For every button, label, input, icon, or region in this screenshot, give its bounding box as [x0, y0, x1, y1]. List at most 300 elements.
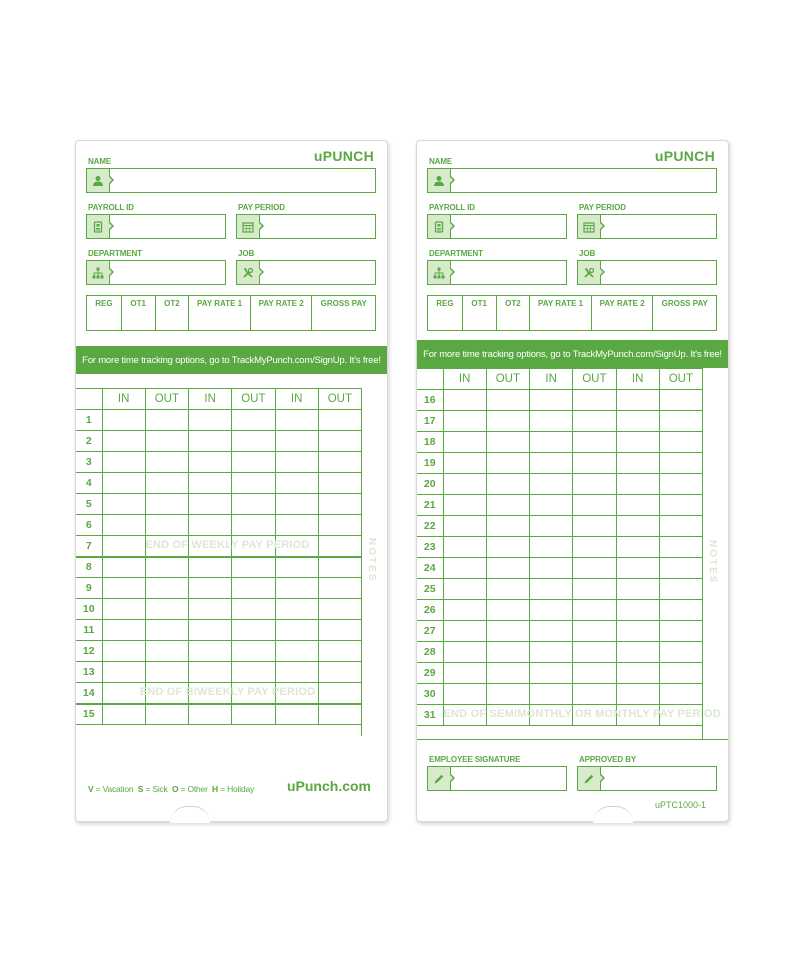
punch-cell[interactable]: [530, 474, 573, 495]
pay-rate-2-cell[interactable]: PAY RATE 2: [592, 296, 654, 330]
day-row: [417, 663, 703, 684]
punch-cell[interactable]: [443, 579, 486, 600]
punch-cell[interactable]: [659, 621, 702, 642]
reg-cell[interactable]: REG: [428, 296, 463, 330]
approved-by-field[interactable]: [577, 766, 717, 791]
punch-cell[interactable]: [443, 516, 486, 537]
punch-cell[interactable]: [530, 516, 573, 537]
punch-cell[interactable]: [659, 474, 702, 495]
punch-cell[interactable]: [102, 473, 145, 494]
promo-banner: For more time tracking options, go to TrackMyPunch.com/SignUp. It's free!: [417, 340, 728, 368]
punch-cell[interactable]: [102, 515, 145, 536]
id-badge-icon: [87, 215, 110, 238]
punch-cell[interactable]: [659, 684, 702, 705]
punch-cell[interactable]: [486, 516, 529, 537]
punch-cell[interactable]: [189, 473, 232, 494]
punch-cell[interactable]: [102, 599, 145, 620]
day-row: [417, 621, 703, 642]
punch-cell[interactable]: [573, 432, 616, 453]
punch-cell[interactable]: [275, 599, 318, 620]
punch-cell[interactable]: [102, 683, 316, 704]
punch-cell[interactable]: [318, 704, 361, 725]
day-number: 3: [76, 452, 102, 473]
punch-cell[interactable]: [659, 579, 702, 600]
punch-cell[interactable]: [232, 641, 275, 662]
punch-cell[interactable]: [318, 515, 361, 536]
punch-cell[interactable]: [145, 641, 188, 662]
job-field[interactable]: [236, 260, 376, 285]
punch-cell[interactable]: [232, 620, 275, 641]
in-header: IN: [102, 389, 145, 410]
day-row: [417, 411, 703, 432]
gross-pay-cell[interactable]: GROSS PAY: [320, 299, 367, 308]
punch-cell[interactable]: [573, 642, 616, 663]
day-row: [417, 684, 703, 705]
job-label: JOB: [579, 249, 596, 258]
day-row: [417, 558, 703, 579]
punch-cell[interactable]: [616, 558, 659, 579]
punch-cell[interactable]: [486, 558, 529, 579]
day-row: [76, 452, 362, 473]
pay-period-label: PAY PERIOD: [238, 203, 285, 212]
punch-cell[interactable]: [189, 641, 232, 662]
punch-cell[interactable]: [189, 410, 232, 431]
day-row: [417, 579, 703, 600]
punch-cell[interactable]: [486, 495, 529, 516]
punch-cell[interactable]: [102, 557, 145, 578]
punch-cell[interactable]: [573, 474, 616, 495]
notes-column[interactable]: [702, 368, 728, 739]
day-number: 7: [76, 536, 102, 557]
punch-cell[interactable]: [616, 684, 659, 705]
day-row: [76, 620, 362, 641]
pay-rate-1-cell[interactable]: PAY RATE 1: [530, 296, 592, 330]
punch-cell[interactable]: [102, 662, 145, 683]
pay-rate-1-cell[interactable]: PAY RATE 1: [189, 296, 251, 330]
job-field[interactable]: [577, 260, 717, 285]
tools-icon: [578, 261, 601, 284]
punch-cell[interactable]: [275, 557, 318, 578]
department-field[interactable]: [86, 260, 226, 285]
punch-cell[interactable]: [232, 662, 275, 683]
pay-period-end-marker: END OF BIWEEKLY PAY PERIOD: [139, 686, 316, 698]
punch-cell[interactable]: [616, 390, 659, 411]
notes-label: NOTES: [366, 538, 377, 583]
day-number: 8: [76, 557, 102, 578]
day-row: [76, 515, 362, 536]
punch-cell[interactable]: [145, 410, 188, 431]
punch-cell[interactable]: [573, 411, 616, 432]
payroll-id-label: PAYROLL ID: [88, 203, 134, 212]
punch-cell[interactable]: [530, 411, 573, 432]
punch-cell[interactable]: [318, 641, 361, 662]
day-row: [76, 641, 362, 662]
in-header: IN: [443, 369, 486, 390]
punch-cell[interactable]: [530, 642, 573, 663]
punch-cell[interactable]: [616, 642, 659, 663]
day-row: [76, 578, 362, 599]
punch-cell[interactable]: [145, 599, 188, 620]
punch-cell[interactable]: [145, 452, 188, 473]
punch-cell[interactable]: [189, 578, 232, 599]
payroll-id-field[interactable]: [86, 214, 226, 239]
punch-cell[interactable]: [573, 684, 616, 705]
punch-cell[interactable]: [145, 662, 188, 683]
punch-cell[interactable]: [189, 620, 232, 641]
pay-period-label: PAY PERIOD: [579, 203, 626, 212]
in-header: IN: [275, 389, 318, 410]
punch-cell[interactable]: [443, 663, 486, 684]
day-number: 2: [76, 431, 102, 452]
punch-cell[interactable]: [486, 684, 529, 705]
punch-cell[interactable]: [486, 642, 529, 663]
punch-cell[interactable]: [573, 600, 616, 621]
punch-cell[interactable]: [659, 600, 702, 621]
punch-cell[interactable]: [530, 621, 573, 642]
day-row: [417, 390, 703, 411]
day-number: 4: [76, 473, 102, 494]
punch-cell[interactable]: [145, 515, 188, 536]
day-number: 24: [417, 558, 443, 579]
punch-cell[interactable]: [189, 431, 232, 452]
punch-cell[interactable]: [232, 599, 275, 620]
in-header: IN: [530, 369, 573, 390]
punch-cell[interactable]: [318, 557, 361, 578]
pencil-icon: [428, 767, 451, 790]
punch-cell[interactable]: [318, 431, 361, 452]
calendar-icon: [237, 215, 260, 238]
day-row: [417, 600, 703, 621]
punch-cell[interactable]: [145, 431, 188, 452]
punch-cell[interactable]: [530, 663, 573, 684]
gross-pay-cell[interactable]: GROSS PAY: [661, 299, 708, 308]
punch-cell[interactable]: [102, 536, 310, 557]
punch-cell[interactable]: [659, 558, 702, 579]
punch-cell[interactable]: [189, 557, 232, 578]
name-label: NAME: [88, 157, 112, 166]
punch-cell[interactable]: [616, 579, 659, 600]
day-number: 17: [417, 411, 443, 432]
punch-cell[interactable]: [275, 704, 318, 725]
punch-cell[interactable]: [145, 620, 188, 641]
punch-cell[interactable]: [659, 537, 702, 558]
punch-cell[interactable]: [443, 495, 486, 516]
day-number: 31: [417, 705, 443, 726]
punch-cell[interactable]: [443, 474, 486, 495]
punch-cell[interactable]: [443, 390, 486, 411]
punch-cell[interactable]: [189, 662, 232, 683]
punch-cell[interactable]: [616, 432, 659, 453]
punch-cell[interactable]: [232, 515, 275, 536]
punch-cell[interactable]: [232, 431, 275, 452]
punch-cell[interactable]: [102, 410, 145, 431]
punch-cell[interactable]: [102, 704, 145, 725]
department-field[interactable]: [427, 260, 567, 285]
punch-cell[interactable]: [486, 432, 529, 453]
punch-cell[interactable]: [443, 642, 486, 663]
day-number: 5: [76, 494, 102, 515]
out-header: OUT: [659, 369, 702, 390]
punch-cell[interactable]: [486, 621, 529, 642]
punch-cell[interactable]: [102, 494, 145, 515]
day-number: 30: [417, 684, 443, 705]
punch-cell[interactable]: [530, 600, 573, 621]
punch-cell[interactable]: [486, 411, 529, 432]
day-number: 21: [417, 495, 443, 516]
punch-cell[interactable]: [275, 641, 318, 662]
punch-cell[interactable]: [530, 684, 573, 705]
day-col-header: [417, 369, 443, 390]
punch-cell[interactable]: [275, 452, 318, 473]
punch-cell[interactable]: [275, 662, 318, 683]
day-number: 1: [76, 410, 102, 431]
punch-cell[interactable]: [486, 663, 529, 684]
out-header: OUT: [145, 389, 188, 410]
punch-cell[interactable]: [318, 578, 361, 599]
punch-cell[interactable]: [275, 473, 318, 494]
punch-cell[interactable]: [318, 536, 361, 557]
punch-cell[interactable]: [659, 453, 702, 474]
notes-column[interactable]: [361, 388, 387, 736]
punch-cell[interactable]: [102, 578, 145, 599]
day-number: 22: [417, 516, 443, 537]
day-number: 20: [417, 474, 443, 495]
punch-cell[interactable]: [486, 537, 529, 558]
punch-cell[interactable]: [573, 453, 616, 474]
punch-cell[interactable]: [318, 662, 361, 683]
day-col-header: [76, 389, 102, 410]
punch-cell[interactable]: [443, 432, 486, 453]
calendar-icon: [578, 215, 601, 238]
punch-cell[interactable]: [530, 390, 573, 411]
punch-cell[interactable]: [232, 557, 275, 578]
id-badge-icon: [428, 215, 451, 238]
in-header: IN: [616, 369, 659, 390]
day-row: [76, 599, 362, 620]
day-number: 14: [76, 683, 102, 704]
day-row: [76, 431, 362, 452]
punch-cell[interactable]: [659, 411, 702, 432]
day-number: 16: [417, 390, 443, 411]
punch-cell[interactable]: [189, 452, 232, 473]
ot2-cell[interactable]: OT2: [156, 296, 190, 330]
name-field[interactable]: [86, 168, 376, 193]
punch-cell[interactable]: [102, 452, 145, 473]
day-number: 13: [76, 662, 102, 683]
out-header: OUT: [573, 369, 616, 390]
day-number: 26: [417, 600, 443, 621]
day-row: [76, 494, 362, 515]
ot1-cell[interactable]: OT1: [122, 296, 156, 330]
punch-cell[interactable]: [189, 599, 232, 620]
punch-cell[interactable]: [145, 473, 188, 494]
punch-cell[interactable]: [530, 495, 573, 516]
punch-cell[interactable]: [659, 516, 702, 537]
punch-cell[interactable]: [573, 621, 616, 642]
punch-cell[interactable]: [616, 495, 659, 516]
punch-cell[interactable]: [145, 578, 188, 599]
org-chart-icon: [87, 261, 110, 284]
punch-cell[interactable]: [275, 578, 318, 599]
punch-cell[interactable]: [189, 494, 232, 515]
website-link: uPunch.com: [286, 778, 371, 794]
day-row: [417, 432, 703, 453]
notes-label: NOTES: [707, 540, 718, 585]
name-field[interactable]: [427, 168, 717, 193]
punch-cell[interactable]: [275, 515, 318, 536]
punch-cell[interactable]: [102, 641, 145, 662]
department-label: DEPARTMENT: [429, 249, 483, 258]
punch-cell[interactable]: [232, 494, 275, 515]
punch-cell[interactable]: [530, 537, 573, 558]
punch-cell[interactable]: [573, 516, 616, 537]
ot2-cell[interactable]: OT2: [497, 296, 531, 330]
punch-cell[interactable]: [232, 452, 275, 473]
day-row: [76, 683, 362, 704]
time-card-front: [75, 140, 388, 822]
day-row: [417, 537, 703, 558]
pay-summary-box: [86, 295, 376, 331]
punch-cell[interactable]: [530, 558, 573, 579]
day-row: [76, 410, 362, 431]
punch-cell[interactable]: [443, 684, 486, 705]
upunch-logo: uPUNCH: [313, 148, 374, 164]
pay-period-field[interactable]: [577, 214, 717, 239]
punch-cell[interactable]: [318, 473, 361, 494]
grid-bottom-rule: [417, 739, 728, 740]
punch-cell[interactable]: [486, 453, 529, 474]
punch-cell[interactable]: [573, 390, 616, 411]
day-number: 25: [417, 579, 443, 600]
punch-cell[interactable]: [573, 663, 616, 684]
punch-cell[interactable]: [530, 453, 573, 474]
punch-cell[interactable]: [530, 579, 573, 600]
punch-cell[interactable]: [573, 579, 616, 600]
out-header: OUT: [232, 389, 275, 410]
punch-cell[interactable]: [232, 473, 275, 494]
day-row: [76, 473, 362, 494]
payroll-id-label: PAYROLL ID: [429, 203, 475, 212]
day-row: [76, 536, 362, 557]
day-row: [417, 516, 703, 537]
punch-cell[interactable]: [318, 620, 361, 641]
pay-rate-2-cell[interactable]: PAY RATE 2: [251, 296, 313, 330]
punch-cell[interactable]: [486, 390, 529, 411]
punch-cell[interactable]: [616, 663, 659, 684]
punch-cell[interactable]: [616, 600, 659, 621]
punch-cell[interactable]: [145, 704, 188, 725]
punch-cell[interactable]: [102, 620, 145, 641]
punch-cell[interactable]: [145, 494, 188, 515]
punch-cell[interactable]: [443, 705, 721, 726]
pay-summary-box: [427, 295, 717, 331]
punch-cell[interactable]: [659, 642, 702, 663]
punch-cell[interactable]: [530, 432, 573, 453]
out-header: OUT: [318, 389, 361, 410]
day-number: 15: [76, 704, 102, 725]
punch-cell[interactable]: [486, 579, 529, 600]
punch-cell[interactable]: [616, 411, 659, 432]
punch-cell[interactable]: [443, 558, 486, 579]
punch-cell[interactable]: [232, 578, 275, 599]
punch-cell[interactable]: [573, 537, 616, 558]
punch-cell[interactable]: [275, 410, 318, 431]
punch-cell[interactable]: [232, 704, 275, 725]
punch-cell[interactable]: [616, 621, 659, 642]
punch-cell[interactable]: [443, 411, 486, 432]
day-row: [76, 704, 362, 725]
model-number: uPTC1000-1: [654, 800, 706, 810]
punch-cell[interactable]: [486, 474, 529, 495]
punch-cell[interactable]: [659, 495, 702, 516]
punch-cell[interactable]: [102, 431, 145, 452]
name-label: NAME: [429, 157, 453, 166]
punch-cell[interactable]: [659, 432, 702, 453]
punch-cell[interactable]: [443, 453, 486, 474]
day-row: [417, 453, 703, 474]
punch-cell[interactable]: [659, 390, 702, 411]
punch-cell[interactable]: [616, 474, 659, 495]
day-number: 28: [417, 642, 443, 663]
punch-cell[interactable]: [318, 452, 361, 473]
punch-cell[interactable]: [189, 515, 232, 536]
payroll-id-field[interactable]: [427, 214, 567, 239]
punch-cell[interactable]: [189, 704, 232, 725]
punch-cell[interactable]: [443, 537, 486, 558]
day-number: 10: [76, 599, 102, 620]
day-row: [76, 557, 362, 578]
day-number: 29: [417, 663, 443, 684]
day-row: [417, 642, 703, 663]
punch-cell[interactable]: [659, 663, 702, 684]
punch-cell[interactable]: [486, 600, 529, 621]
employee-signature-label: EMPLOYEE SIGNATURE: [429, 755, 521, 764]
punch-cell[interactable]: [318, 494, 361, 515]
punch-cell[interactable]: [318, 599, 361, 620]
punch-cell[interactable]: [232, 410, 275, 431]
employee-signature-field[interactable]: [427, 766, 567, 791]
person-icon: [428, 169, 451, 192]
punch-cell[interactable]: [443, 600, 486, 621]
punch-cell[interactable]: [616, 516, 659, 537]
person-icon: [87, 169, 110, 192]
pay-period-end-marker: END OF WEEKLY PAY PERIOD: [145, 539, 310, 551]
punch-cell[interactable]: [145, 557, 188, 578]
day-number: 27: [417, 621, 443, 642]
punch-cell[interactable]: [275, 620, 318, 641]
department-label: DEPARTMENT: [88, 249, 142, 258]
time-card-back: [416, 140, 729, 822]
pay-period-field[interactable]: [236, 214, 376, 239]
punch-cell[interactable]: [318, 410, 361, 431]
punch-cell[interactable]: [443, 621, 486, 642]
punch-grid-days-1-15: [76, 388, 362, 725]
punch-cell[interactable]: [275, 431, 318, 452]
org-chart-icon: [428, 261, 451, 284]
punch-cell[interactable]: [573, 495, 616, 516]
day-row: [417, 495, 703, 516]
punch-cell[interactable]: [616, 537, 659, 558]
day-number: 12: [76, 641, 102, 662]
ot1-cell[interactable]: OT1: [463, 296, 497, 330]
punch-cell[interactable]: [573, 558, 616, 579]
punch-cell[interactable]: [275, 494, 318, 515]
day-number: 23: [417, 537, 443, 558]
punch-cell[interactable]: [616, 453, 659, 474]
reg-cell[interactable]: REG: [87, 296, 122, 330]
status-legend: V = Vacation S = Sick O = Other H = Holiday: [88, 784, 255, 794]
card-notch: [170, 806, 210, 823]
